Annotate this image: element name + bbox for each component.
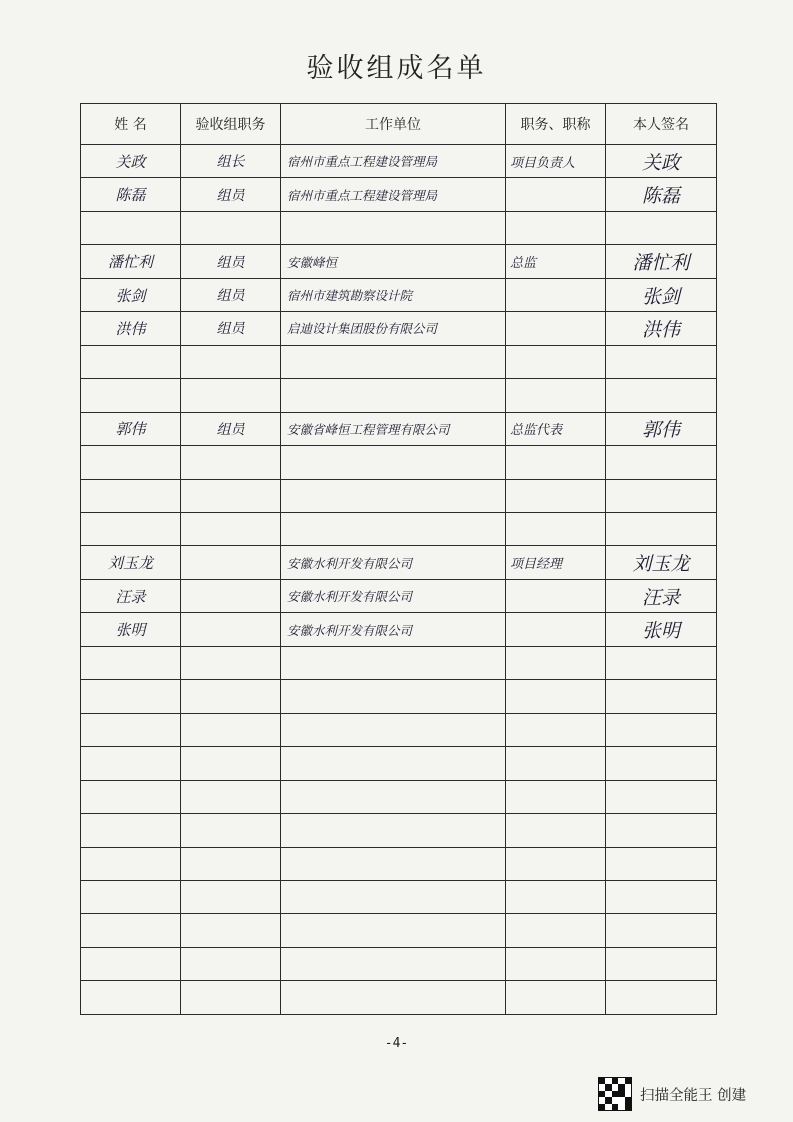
cell-unit: [281, 947, 506, 980]
cell-name: [81, 479, 181, 512]
table-row: [81, 546, 717, 579]
cell-unit: [281, 847, 506, 880]
acceptance-team-table: [80, 103, 717, 1015]
cell-title: [506, 646, 606, 679]
cell-signature: 郭伟: [606, 412, 717, 445]
cell-unit: [281, 680, 506, 713]
cell-unit: [281, 211, 506, 244]
cell-unit: 宿州市重点工程建设管理局: [281, 145, 506, 178]
cell-role: 组员: [181, 278, 281, 311]
table-row: [81, 780, 717, 813]
cell-title: [506, 680, 606, 713]
cell-title: [506, 981, 606, 1014]
cell-unit: [281, 512, 506, 545]
cell-role: [181, 579, 281, 612]
cell-name: [81, 914, 181, 947]
table-row: [81, 646, 717, 679]
cell-role: [181, 847, 281, 880]
cell-name: 刘玉龙: [81, 546, 181, 579]
cell-signature: [606, 981, 717, 1014]
header-title: 职务、职称: [506, 104, 606, 145]
cell-unit: [281, 646, 506, 679]
cell-signature: 洪伟: [606, 312, 717, 345]
table-row: [81, 446, 717, 479]
qr-code-icon: [598, 1077, 632, 1111]
table-row: [81, 914, 717, 947]
cell-title: [506, 512, 606, 545]
cell-name: [81, 880, 181, 913]
cell-title: [506, 312, 606, 345]
cell-unit: [281, 345, 506, 378]
cell-title: [506, 278, 606, 311]
cell-signature: [606, 780, 717, 813]
cell-role: [181, 345, 281, 378]
cell-signature: 潘忙利: [606, 245, 717, 278]
table-row: [81, 245, 717, 278]
scanner-watermark-text: 扫描全能王 创建: [640, 1087, 747, 1104]
cell-role: [181, 446, 281, 479]
cell-role: [181, 613, 281, 646]
cell-signature: [606, 680, 717, 713]
cell-unit: [281, 446, 506, 479]
cell-signature: [606, 814, 717, 847]
cell-role: [181, 546, 281, 579]
cell-role: [181, 947, 281, 980]
table-header-row: [81, 104, 717, 145]
cell-unit: 安徽水利开发有限公司: [281, 546, 506, 579]
cell-unit: 安徽水利开发有限公司: [281, 579, 506, 612]
cell-unit: 安徽水利开发有限公司: [281, 613, 506, 646]
cell-title: 总监: [506, 245, 606, 278]
cell-unit: 宿州市建筑勘察设计院: [281, 278, 506, 311]
cell-name: [81, 947, 181, 980]
table-row: [81, 847, 717, 880]
cell-signature: [606, 947, 717, 980]
cell-unit: [281, 814, 506, 847]
cell-name: [81, 847, 181, 880]
cell-title: 总监代表: [506, 412, 606, 445]
cell-signature: [606, 211, 717, 244]
cell-name: [81, 379, 181, 412]
cell-role: [181, 880, 281, 913]
table-row: [81, 947, 717, 980]
cell-role: 组员: [181, 178, 281, 211]
cell-signature: 张剑: [606, 278, 717, 311]
cell-role: [181, 211, 281, 244]
table-row: [81, 345, 717, 378]
table-row: [81, 512, 717, 545]
cell-role: [181, 379, 281, 412]
table-row: [81, 747, 717, 780]
cell-unit: [281, 914, 506, 947]
cell-role: 组员: [181, 412, 281, 445]
cell-name: [81, 981, 181, 1014]
cell-signature: [606, 914, 717, 947]
cell-role: [181, 479, 281, 512]
table-row: [81, 145, 717, 178]
cell-role: [181, 747, 281, 780]
cell-unit: [281, 479, 506, 512]
cell-name: 张明: [81, 613, 181, 646]
cell-title: [506, 613, 606, 646]
cell-title: [506, 914, 606, 947]
cell-role: 组长: [181, 145, 281, 178]
cell-title: [506, 211, 606, 244]
cell-signature: [606, 847, 717, 880]
cell-unit: [281, 713, 506, 746]
cell-title: [506, 847, 606, 880]
cell-signature: 汪录: [606, 579, 717, 612]
cell-unit: [281, 880, 506, 913]
cell-title: [506, 479, 606, 512]
cell-signature: [606, 747, 717, 780]
cell-name: [81, 345, 181, 378]
cell-role: 组员: [181, 245, 281, 278]
cell-role: [181, 981, 281, 1014]
cell-signature: [606, 345, 717, 378]
table-row: [81, 312, 717, 345]
table-row: [81, 479, 717, 512]
table-row: [81, 379, 717, 412]
header-name: 姓 名: [81, 104, 181, 145]
cell-name: 汪录: [81, 579, 181, 612]
cell-title: [506, 446, 606, 479]
cell-role: [181, 646, 281, 679]
cell-name: 潘忙利: [81, 245, 181, 278]
cell-unit: 宿州市重点工程建设管理局: [281, 178, 506, 211]
cell-name: [81, 211, 181, 244]
cell-name: [81, 780, 181, 813]
table-row: [81, 680, 717, 713]
cell-signature: [606, 479, 717, 512]
cell-role: 组员: [181, 312, 281, 345]
cell-unit: [281, 747, 506, 780]
cell-name: [81, 446, 181, 479]
table-row: [81, 412, 717, 445]
cell-name: [81, 512, 181, 545]
cell-role: [181, 780, 281, 813]
page-title: 验收组成名单: [306, 53, 487, 84]
cell-title: 项目负责人: [506, 145, 606, 178]
cell-signature: [606, 880, 717, 913]
cell-title: [506, 880, 606, 913]
cell-signature: 张明: [606, 613, 717, 646]
cell-title: [506, 379, 606, 412]
table-row: [81, 613, 717, 646]
cell-signature: [606, 446, 717, 479]
table-row: [81, 178, 717, 211]
cell-name: [81, 814, 181, 847]
cell-signature: [606, 646, 717, 679]
cell-name: 陈磊: [81, 178, 181, 211]
table-row: [81, 579, 717, 612]
cell-title: [506, 780, 606, 813]
cell-name: [81, 713, 181, 746]
cell-signature: [606, 379, 717, 412]
cell-name: 关政: [81, 145, 181, 178]
header-unit: 工作单位: [281, 104, 506, 145]
table-row: [81, 713, 717, 746]
header-signature: 本人签名: [606, 104, 717, 145]
cell-role: [181, 914, 281, 947]
cell-name: 郭伟: [81, 412, 181, 445]
cell-signature: [606, 713, 717, 746]
cell-unit: [281, 379, 506, 412]
cell-signature: [606, 512, 717, 545]
cell-title: [506, 713, 606, 746]
cell-unit: [281, 981, 506, 1014]
cell-name: 洪伟: [81, 312, 181, 345]
table-row: [81, 981, 717, 1014]
cell-title: [506, 345, 606, 378]
table-row: [81, 211, 717, 244]
table-row: [81, 814, 717, 847]
cell-name: [81, 646, 181, 679]
cell-signature: 陈磊: [606, 178, 717, 211]
cell-unit: [281, 780, 506, 813]
cell-role: [181, 814, 281, 847]
cell-role: [181, 680, 281, 713]
cell-name: 张剑: [81, 278, 181, 311]
cell-title: [506, 747, 606, 780]
table-row: [81, 880, 717, 913]
cell-title: [506, 947, 606, 980]
scanner-watermark: [598, 1074, 778, 1114]
cell-title: 项目经理: [506, 546, 606, 579]
cell-unit: 启迪设计集团股份有限公司: [281, 312, 506, 345]
cell-unit: 安徽峰恒: [281, 245, 506, 278]
table-row: [81, 278, 717, 311]
page-number: -4-: [384, 1036, 409, 1051]
cell-signature: 刘玉龙: [606, 546, 717, 579]
header-role: 验收组职务: [181, 104, 281, 145]
cell-title: [506, 814, 606, 847]
cell-title: [506, 178, 606, 211]
cell-signature: 关政: [606, 145, 717, 178]
cell-name: [81, 747, 181, 780]
cell-role: [181, 713, 281, 746]
cell-role: [181, 512, 281, 545]
cell-name: [81, 680, 181, 713]
cell-unit: 安徽省峰恒工程管理有限公司: [281, 412, 506, 445]
cell-title: [506, 579, 606, 612]
